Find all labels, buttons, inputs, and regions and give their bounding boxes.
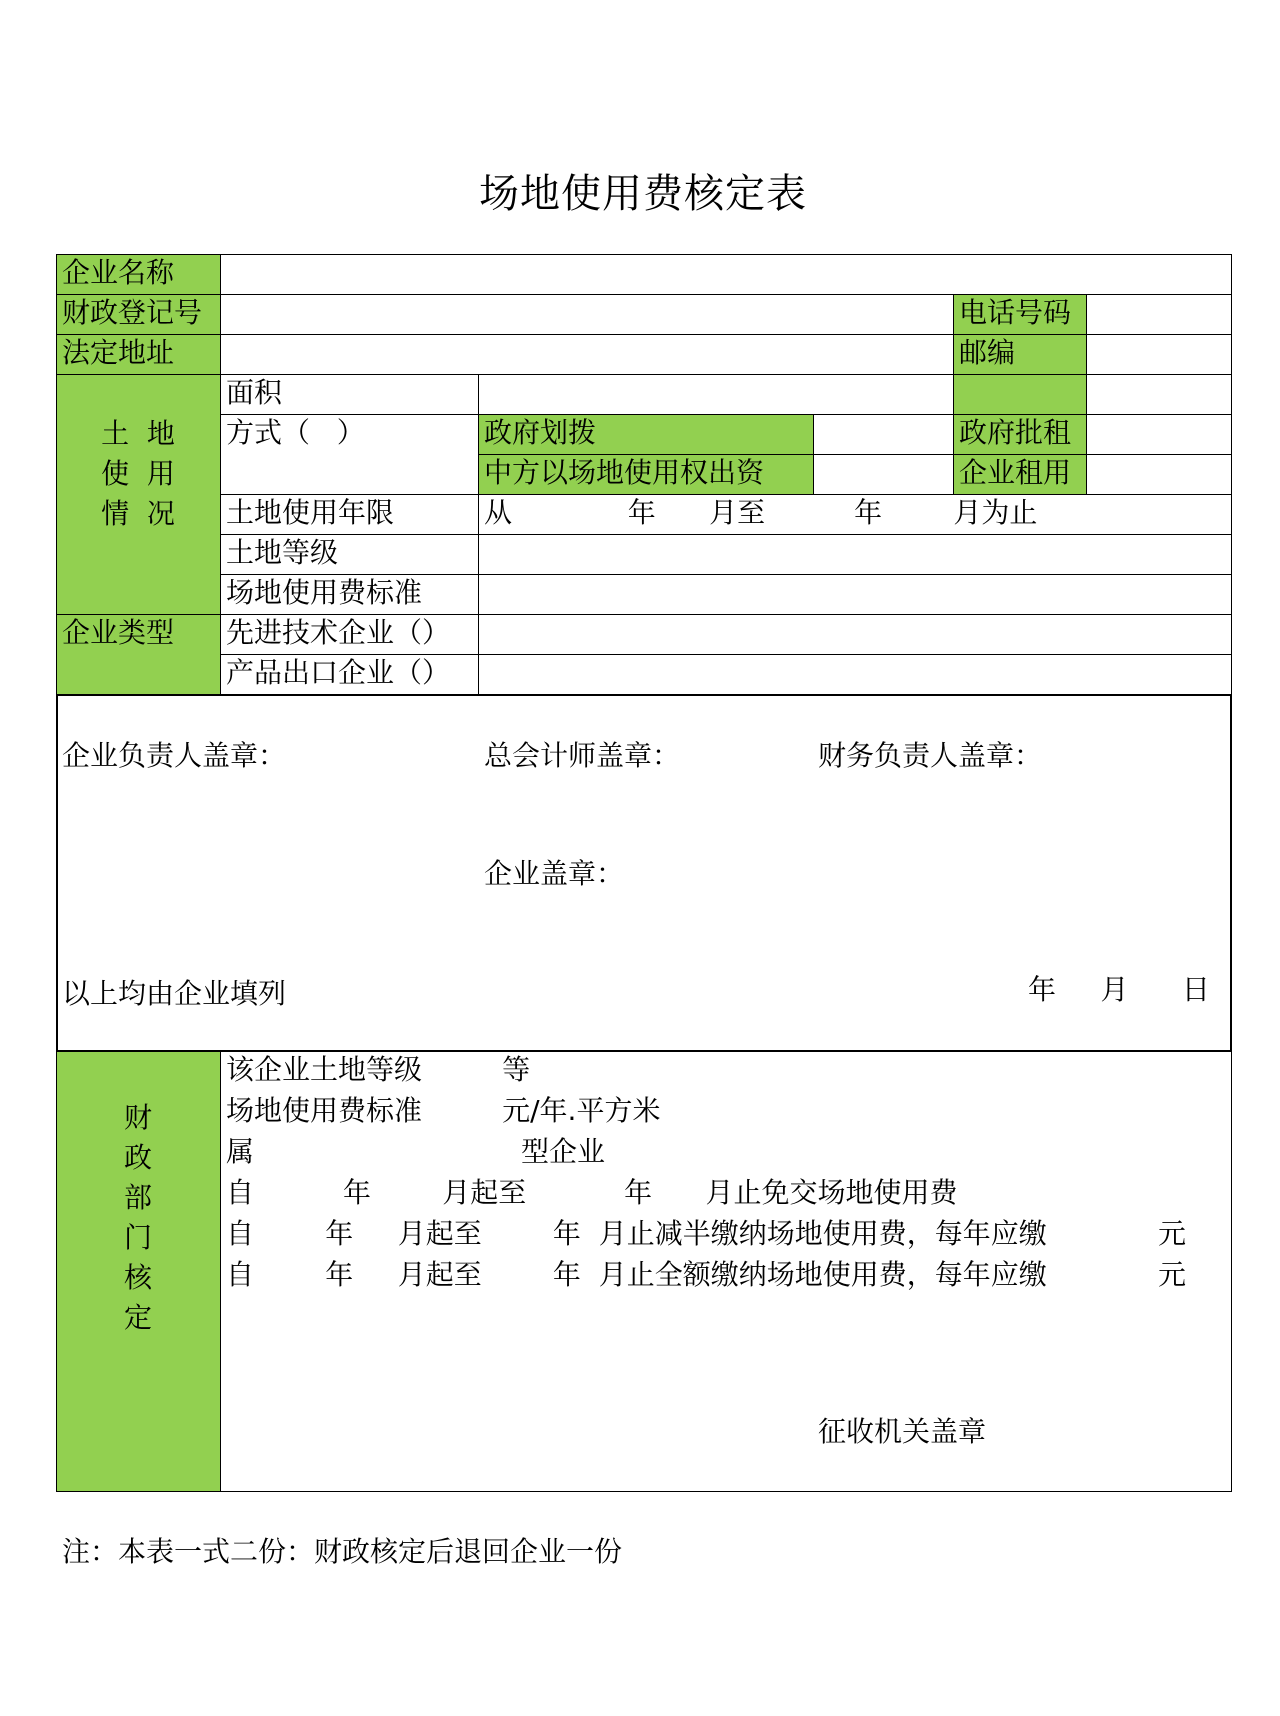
review-line-half: 自 年 月起至 年 月止减半缴纳场地使用费，每年应缴 — [226, 1217, 1047, 1250]
land-usage-line-2: 使 用 — [101, 457, 175, 490]
finance-review-char: 政 — [123, 1141, 152, 1174]
grade-label: 土地等级 — [220, 534, 479, 575]
term-label: 土地使用年限 — [220, 494, 479, 535]
filled-by-note: 以上均由企业填列 — [62, 977, 287, 1010]
company-head-seal: 企业负责人盖章： — [62, 739, 287, 772]
review-line-half-unit: 元 — [1158, 1217, 1187, 1250]
enterprise-lease-field[interactable] — [1086, 454, 1232, 495]
company-name-label: 企业名称 — [56, 254, 221, 295]
page-title: 场地使用费核定表 — [479, 171, 807, 217]
land-usage-line-1: 土 地 — [101, 417, 175, 450]
company-name-field[interactable] — [220, 254, 1232, 295]
gov-lease-field[interactable] — [1086, 414, 1232, 455]
area-label: 面积 — [220, 374, 479, 415]
review-line-fee-standard: 场地使用费标准 元/年.平方米 — [226, 1094, 661, 1127]
gov-allocation-field[interactable] — [813, 414, 954, 455]
postcode-field[interactable] — [1086, 334, 1232, 375]
export-field[interactable] — [478, 654, 1232, 695]
land-usage-line-3: 情 况 — [101, 497, 175, 530]
enterprise-lease-option[interactable]: 企业租用 — [953, 454, 1087, 495]
review-line-full: 自 年 月起至 年 月止全额缴纳场地使用费，每年应缴 — [226, 1258, 1047, 1291]
advanced-tech-option[interactable]: 先进技术企业（） — [220, 614, 479, 655]
method-label: 方式（ ） — [220, 414, 479, 495]
signature-date: 年 月 日 — [1028, 973, 1210, 1006]
review-line-exempt: 自 年 月起至 年 月止免交场地使用费 — [226, 1176, 958, 1209]
grade-field[interactable] — [478, 534, 1232, 575]
finance-review-char: 部 — [123, 1181, 152, 1214]
area-green-cell — [953, 374, 1087, 415]
land-capital-option[interactable]: 中方以场地使用权出资 — [478, 454, 814, 495]
finance-reg-no-label: 财政登记号 — [56, 294, 221, 335]
chief-accountant-seal: 总会计师盖章： — [484, 739, 681, 772]
phone-label: 电话号码 — [953, 294, 1087, 335]
gov-allocation-option[interactable]: 政府划拨 — [478, 414, 814, 455]
finance-head-seal: 财务负责人盖章： — [818, 739, 1043, 772]
review-line-full-unit: 元 — [1158, 1258, 1187, 1291]
land-capital-field[interactable] — [813, 454, 954, 495]
legal-address-field[interactable] — [220, 334, 954, 375]
enterprise-type-label: 企业类型 — [56, 614, 221, 695]
review-line-type: 属 型企业 — [226, 1135, 606, 1168]
phone-field[interactable] — [1086, 294, 1232, 335]
company-seal: 企业盖章： — [484, 857, 625, 890]
footnote: 注：本表一式二份：财政核定后退回企业一份 — [62, 1535, 623, 1568]
finance-review-section-label — [56, 1051, 221, 1492]
land-usage-section-label — [56, 374, 221, 615]
postcode-label: 邮编 — [953, 334, 1087, 375]
fee-standard-label: 场地使用费标准 — [220, 574, 479, 615]
finance-review-char: 财 — [123, 1101, 152, 1134]
collector-seal: 征收机关盖章 — [818, 1415, 987, 1448]
legal-address-label: 法定地址 — [56, 334, 221, 375]
finance-reg-no-field[interactable] — [220, 294, 954, 335]
fee-standard-field[interactable] — [478, 574, 1232, 615]
finance-review-char: 核 — [123, 1261, 152, 1294]
advanced-tech-field[interactable] — [478, 614, 1232, 655]
finance-review-char: 定 — [123, 1301, 152, 1334]
term-field[interactable]: 从 年 月至 年 月为止 — [478, 494, 1232, 535]
finance-review-char: 门 — [123, 1221, 152, 1254]
gov-lease-option[interactable]: 政府批租 — [953, 414, 1087, 455]
export-option[interactable]: 产品出口企业（） — [220, 654, 479, 695]
area-field[interactable] — [478, 374, 954, 415]
area-extra-field[interactable] — [1086, 374, 1232, 415]
review-line-land-grade: 该企业土地等级 等 — [226, 1053, 531, 1086]
